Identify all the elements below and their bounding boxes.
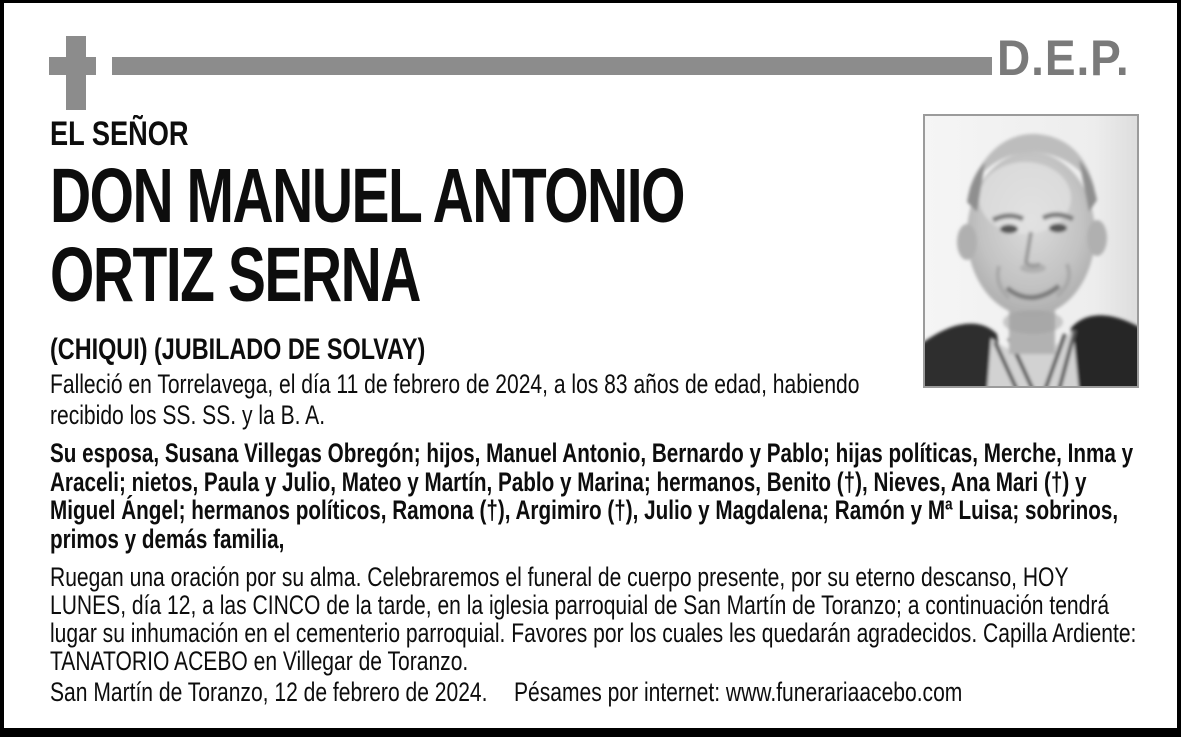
aliases-text: (CHIQUI) (JUBILADO DE SOLVAY)	[50, 333, 426, 366]
footer	[50, 677, 1181, 708]
deceased-name-line2: ORTIZ SERNA	[50, 232, 420, 318]
footer-dateline: San Martín de Toranzo, 12 de febrero de 2024.	[50, 677, 488, 707]
death-notice-text: Falleció en Torrelavega, el día 11 de febrero de 2024, a los 83 años de edad, habiendo recibido los SS. SS. y la B. A.	[50, 369, 860, 430]
deceased-name	[50, 153, 907, 318]
deceased-name-line1: DON MANUEL ANTONIO	[50, 153, 684, 239]
funeral-notice	[50, 563, 1181, 675]
header-divider-bar	[112, 57, 992, 75]
pretitle	[50, 115, 223, 153]
pretitle-text: EL SEÑOR	[50, 115, 189, 153]
death-notice	[50, 369, 1153, 431]
footer-condolences: Pésames por internet: www.funerariaacebo.com	[514, 677, 963, 707]
aliases	[50, 333, 531, 367]
cross-icon-horizontal	[49, 57, 96, 75]
portrait-illustration	[925, 116, 1137, 386]
funeral-notice-text: Ruegan una oración por su alma. Celebraremos el funeral de cuerpo presente, por su eterno descanso, HOY LUNES, día 12, a las CINCO de la tarde, en la iglesia parroquial de San Martín de Toranzo; a continuación tendrá lugar su inhumación en el cementerio parroquial. Favores por los cuales les quedarán agradecidos. Capilla Ardiente: TANATORIO ACEBO en Villegar de Toranzo.	[50, 562, 1137, 676]
dep-label: D.E.P.	[997, 30, 1130, 86]
family-notice-text: Su esposa, Susana Villegas Obregón; hijos, Manuel Antonio, Bernardo y Pablo; hijas políticas, Merche, Inma y Araceli; nietos, Paula y Julio, Mateo y Martín, Pablo y Marina; hermanos, Benito (†), Nieves, Ana Mari (†) y Miguel Ángel; hermanos políticos, Ramona (†), Argimiro (†), Julio y Magdalena; Ramón y Mª Luisa; sobrinos, primos y demás familia,	[50, 438, 1134, 554]
family-notice	[50, 439, 1181, 553]
deceased-photo	[923, 114, 1139, 388]
